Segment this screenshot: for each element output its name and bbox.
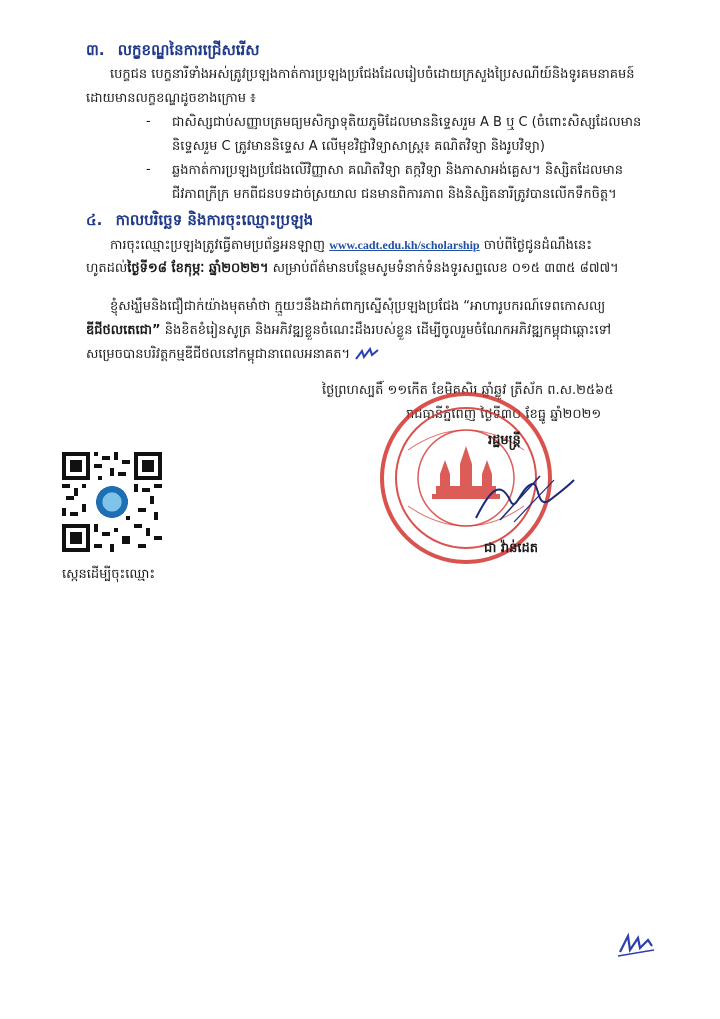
section-4-line1-post: ចាប់ពីថ្ងៃជូនដំណឹងនេះ [483, 238, 592, 253]
solar-date: រាជធានីភ្នំពេញ ថ្ងៃទី៣០ ខែធ្នូ ឆ្នាំ២០២១ [406, 407, 602, 422]
section-3-bullet2-line1: ឆ្លងកាត់ការប្រឡងប្រជែងលើវិញ្ញាសា គណិតវិទ្យា តក្កវិទ្យា និងភាសាអង់គ្លេស។ និស្សិតដែលមាន [172, 163, 624, 178]
section-3-intro-line2: ដោយមានលក្ខខណ្ឌដូចខាងក្រោម ៖ [86, 91, 256, 106]
page-initial-icon [614, 930, 658, 960]
section-4-line2-post: សម្រាប់ព័ត៌មានបន្ថែមសូមទំនាក់ទំនងទូរសព្ទលេខ ០១៥ ៣៣៥ ៨៧៧។ [272, 261, 619, 276]
section-3-bullet1-line1: ជាសិស្សជាប់សញ្ញាបត្រមធ្យមសិក្សាទុតិយភូមិដែលមាននិទ្ទេសរួម A B ឬ C (ចំពោះសិស្សដែលមាន [172, 115, 642, 130]
section-3-bullet2-line2: ជីវភាពក្រីក្រ មកពីជនបទដាច់ស្រយាល ជនមានពិការភាព និងនិស្សិតនារីត្រូវបានលើកទឹកចិត្ត។ [172, 187, 617, 202]
section-3-title: លក្ខខណ្ឌនៃការជ្រើសរើស [117, 41, 260, 59]
signatory-name: ជា វ៉ាន់ដេត [484, 541, 539, 556]
closing-line1: ខ្ញុំសង្ឃឹមនិងជឿជាក់យ៉ាងមុតមាំថា ក្មួយៗនឹងដាក់ពាក្យស្នើសុំប្រឡងប្រជែង “អាហារូបករណ៍ទេពកោសល្យ [110, 299, 606, 314]
lunar-date: ថ្ងៃព្រហស្បតិ៍ ១១កើត ខែមិគសិរ ឆ្នាំឆ្លូវ ត្រីស័ក ព.ស.២៥៦៥ [322, 383, 614, 398]
bullet-dash-1: - [146, 114, 151, 129]
section-4-line2 [86, 258, 686, 280]
section-3-bullet1-line2: និទ្ទេសរួម C ត្រូវមាននិទ្ទេស A លើមុខវិជ្ជាវិទ្យាសាស្ត្រ៖ គណិតវិទ្យា និងរូបវិទ្យា) [172, 139, 545, 154]
signatory-title: រដ្ឋមន្ត្រី [488, 433, 521, 448]
scholarship-link[interactable]: www.cadt.edu.kh/scholarship [329, 238, 480, 252]
qr-caption: ស្កេនដើម្បីចុះឈ្មោះ [62, 567, 156, 582]
deadline-date: ថ្ងៃទី១៨ ខែកុម្ភៈ ឆ្នាំ២០២២។ [127, 261, 269, 276]
signature-graphic [470, 470, 580, 530]
section-3-number: ៣. [86, 41, 105, 59]
program-name: ឌីជីថលតេជោ” [86, 323, 161, 338]
qr-code[interactable] [62, 452, 162, 552]
section-4-line1-pre: ការចុះឈ្មោះប្រឡងត្រូវធ្វើតាមប្រព័ន្ធអនឡាញ [110, 238, 326, 253]
closing-line2 [86, 320, 686, 342]
section-4-title: កាលបរិច្ឆេទ និងការចុះឈ្មោះប្រឡង [115, 211, 314, 229]
closing-line2-rest: និងខិតខំរៀនសូត្រ និងអភិវឌ្ឍខ្លួនចំណេះដឹងរបស់ខ្លួន ដើម្បីចូលរួមចំណែកអភិវឌ្ឍកម្ពុជាឆ្ពោះទៅ [160, 323, 611, 338]
closing-line3-text: សម្រេចបានបរិវត្តកម្មឌីជីថលនៅកម្ពុជានាពេលអនាគត។ [86, 347, 351, 362]
bullet-dash-2: - [146, 162, 151, 177]
closing-line3 [86, 344, 686, 366]
section-4-heading [86, 210, 313, 230]
section-3-intro-line1: បេក្ខជន បេក្ខនារីទាំងអស់ត្រូវប្រឡងកាត់ការប្រឡងប្រជែងដែលរៀបចំដោយក្រសួងប្រៃសណីយ៍និងទូរគមនាគមន៍ [110, 67, 635, 82]
section-4-line2-pre: ហូតដល់ [86, 261, 128, 276]
initial-mark-icon [354, 347, 380, 363]
section-4-line1 [110, 234, 690, 257]
section-3-heading [86, 40, 260, 60]
section-4-number: ៤. [86, 211, 103, 229]
